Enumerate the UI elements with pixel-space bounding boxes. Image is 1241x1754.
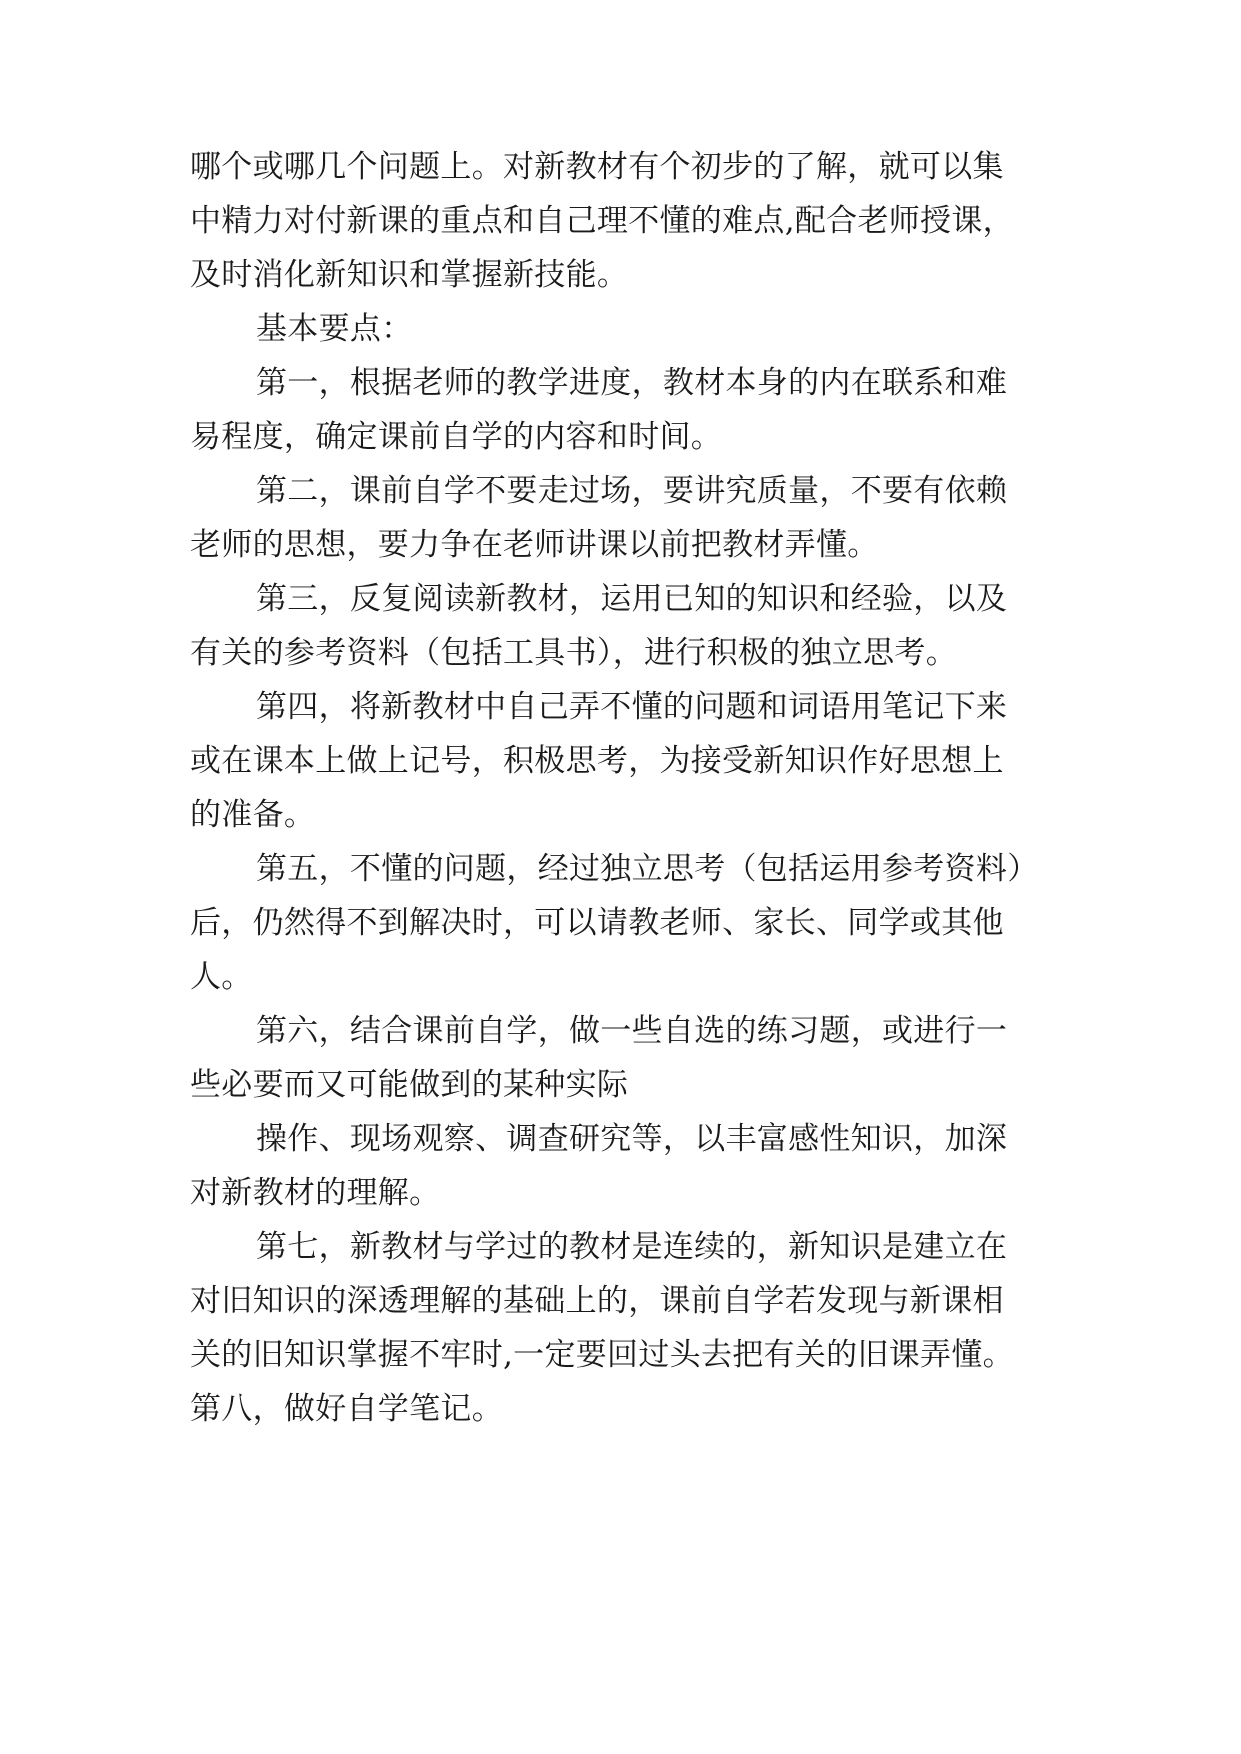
text-line: 第三，反复阅读新教材，运用已知的知识和经验，以及 (256, 581, 1008, 617)
text-line: 第四，将新教材中自己弄不懂的问题和词语用笔记下来 (256, 689, 1008, 725)
text-line: 有关的参考资料（包括工具书），进行积极的独立思考。 (190, 635, 957, 671)
text-line: 关的旧知识掌握不牢时,一定要回过头去把有关的旧课弄懂。 (190, 1337, 1014, 1373)
text-line: 第二，课前自学不要走过场，要讲究质量，不要有依赖 (256, 473, 1008, 509)
text-line: 第八，做好自学笔记。 (190, 1391, 503, 1427)
text-line: 或在课本上做上记号，积极思考，为接受新知识作好思想上 (190, 743, 1004, 779)
text-line: 第六，结合课前自学，做一些自选的练习题，或进行一 (256, 1013, 1008, 1049)
text-line: 些必要而又可能做到的某种实际 (190, 1067, 629, 1103)
text-line: 第五，不懂的问题，经过独立思考（包括运用参考资料） (256, 851, 1039, 887)
text-line: 第一，根据老师的教学进度，教材本身的内在联系和难 (256, 365, 1008, 401)
text-line: 对旧知识的深透理解的基础上的，课前自学若发现与新课相 (190, 1283, 1004, 1319)
section-heading: 基本要点： (256, 311, 413, 347)
text-line: 操作、现场观察、调查研究等，以丰富感性知识，加深 (256, 1121, 1008, 1157)
text-line: 后，仍然得不到解决时，可以请教老师、家长、同学或其他 (190, 905, 1004, 941)
text-line: 第七，新教材与学过的教材是连续的，新知识是建立在 (256, 1229, 1008, 1265)
text-line: 老师的思想，要力争在老师讲课以前把教材弄懂。 (190, 527, 879, 563)
text-line: 易程度，确定课前自学的内容和时间。 (190, 419, 723, 455)
text-line: 的准备。 (190, 797, 316, 833)
text-line: 对新教材的理解。 (190, 1175, 441, 1211)
text-line: 及时消化新知识和掌握新技能。 (190, 257, 629, 293)
text-line: 人。 (190, 959, 253, 995)
text-line: 哪个或哪几个问题上。对新教材有个初步的了解，就可以集 (190, 149, 1004, 185)
text-line: 中精力对付新课的重点和自己理不懂的难点,配合老师授课， (190, 203, 1014, 239)
